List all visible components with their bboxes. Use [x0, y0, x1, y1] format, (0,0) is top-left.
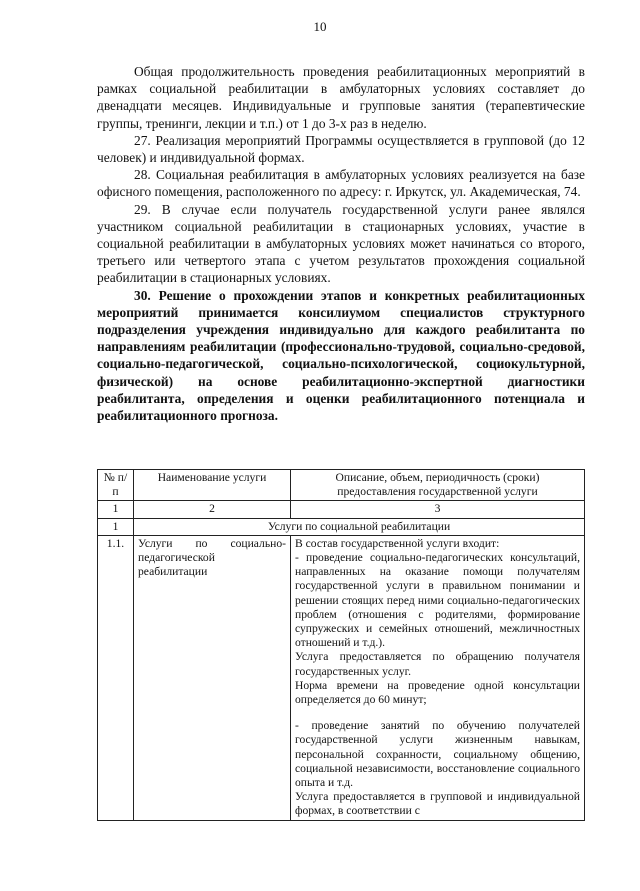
- service-description: [291, 535, 585, 820]
- service-name: Услуги по социально-педагогической реабилитации: [134, 535, 291, 820]
- description-line: В состав государственной услуги входит:: [295, 536, 500, 550]
- page-number: 10: [313, 19, 327, 34]
- description-line: Услуга предоставляется в групповой и индивидуальной формах, в соответствии с: [295, 790, 580, 818]
- table-header-row: [98, 470, 585, 501]
- column-number-2: 2: [134, 501, 291, 518]
- body-text: [97, 63, 585, 424]
- services-table: [97, 469, 585, 821]
- table-section-row: [98, 518, 585, 535]
- description-line: Услуга предоставляется по обращению получателя государственных услуг.: [295, 650, 580, 678]
- paragraph-duration: Общая продолжительность проведения реабилитационных мероприятий в рамках социальной реабилитации в амбулаторных условиях составляет до двенадцати месяцев. Индивидуальные и групповые занятия (терапевтические группы, тренинги, лекции и т.п.) от 1 до 3-х раз в неделю.: [97, 64, 585, 131]
- header-description: Описание, объем, периодичность (сроки) предоставления государственной услуги: [291, 470, 585, 501]
- service-number: 1.1.: [98, 535, 134, 820]
- table-column-numbers-row: [98, 501, 585, 518]
- column-number-1: 1: [98, 501, 134, 518]
- description-spacer: [295, 707, 580, 719]
- header-number: № п/п: [98, 470, 134, 501]
- section-number: 1: [98, 518, 134, 535]
- paragraph-28: 28. Социальная реабилитация в амбулаторных условиях реализуется на базе офисного помещения, расположенного по адресу: г. Иркутск, ул. Академическая, 74.: [97, 167, 585, 200]
- paragraph-27: 27. Реализация мероприятий Программы осуществляется в групповой (до 12 человек) и индивидуальной формах.: [97, 132, 585, 166]
- section-title: Услуги по социальной реабилитации: [134, 518, 585, 535]
- description-line: - проведение занятий по обучению получателей государственной услуги жизненным навыкам, персональной сохранности, социальному общению, социальной независимости, восстановление социального опыта и т.д.: [295, 719, 580, 790]
- table-row: [98, 535, 585, 820]
- paragraph-30-bold: 30. Решение о прохождении этапов и конкретных реабилитационных мероприятий принимается консилиумом специалистов структурного подразделения учреждения индивидуально для каждого реабилитанта по направлениям реабилитации (профессионально-трудовой, социально-средовой, социально-педагогической, социально-психологической, социокультурной, физической) на основе реабилитационно-экспертной диагностики реабилитанта, определения и оценки реабилитационного потенциала и реабилитационного прогноза.: [97, 287, 585, 424]
- header-service-name: Наименование услуги: [134, 470, 291, 501]
- column-number-3: 3: [291, 501, 585, 518]
- description-line: Норма времени на проведение одной консультации определяется до 60 минут;: [295, 678, 580, 707]
- paragraph-29: 29. В случае если получатель государственной услуги ранее являлся участником социальной реабилитации в стационарных условиях, участие в социальной реабилитации в амбулаторных условиях может начинаться со второго, третьего или четвертого этапа с учетом результатов прохождения социальной реабилитации в стационарных условиях.: [97, 201, 585, 286]
- description-line: - проведение социально-педагогических консультаций, направленных на оказание помощи получателям государственной услуги в правильном понимании и решении стоящих перед ними социально-педагогических проблем (отношения с родителями, формирование супружеских и семейных отношений, межличностных отношений и т.д.).: [295, 551, 580, 650]
